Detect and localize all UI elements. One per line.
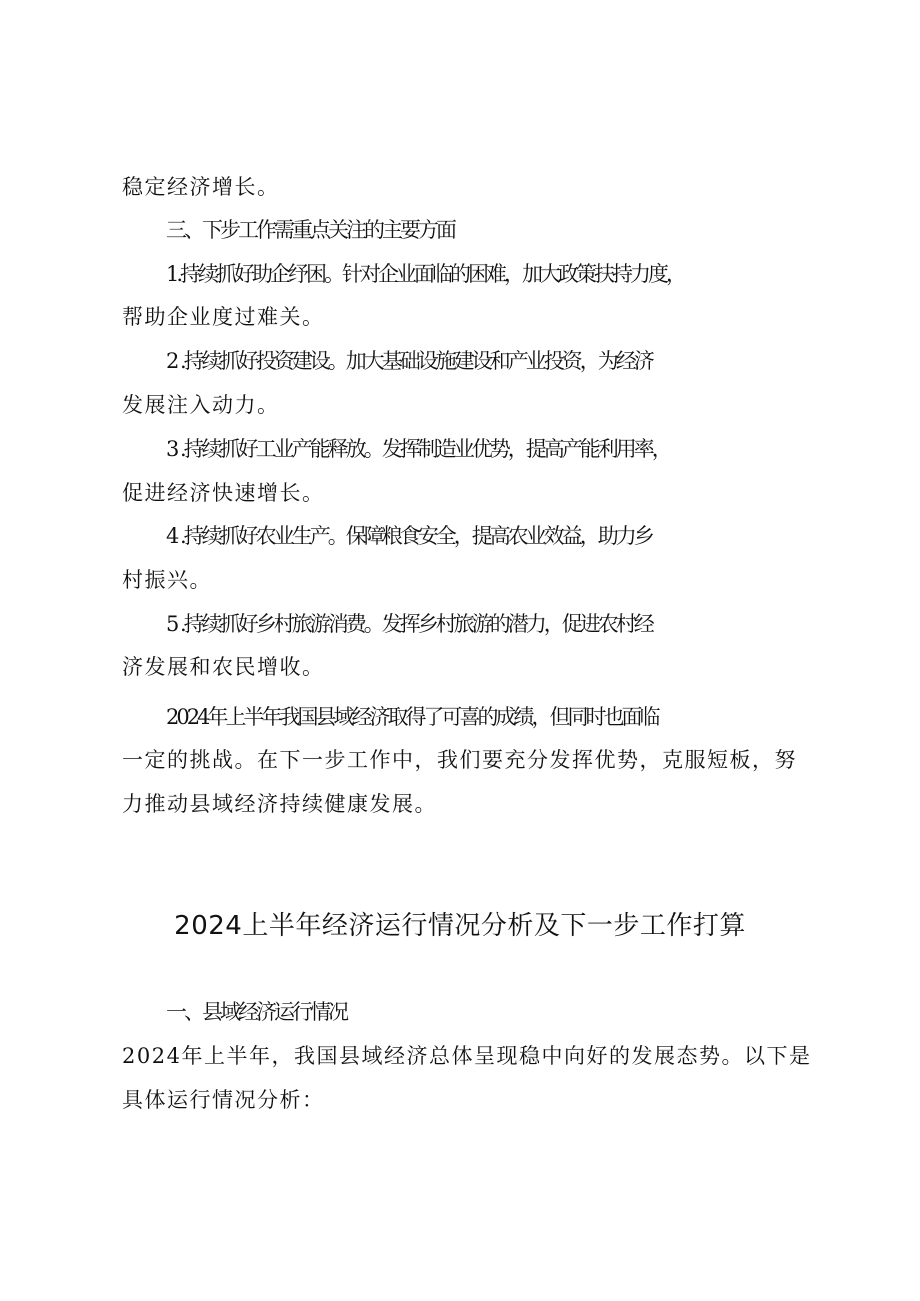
section-heading: 三、下步工作需重点关注的主要方面 [166, 218, 454, 242]
list-item-5-line: 5 .持续抓好乡村旅游消费。发挥乡村旅游的潜力，促进农村经 [166, 612, 652, 636]
section-heading: 一、县域经济运行情况 [166, 1000, 346, 1024]
paragraph-line: 具体运行情况分析： [122, 1088, 325, 1112]
list-item-3-line: 促进经济快速增长。 [122, 481, 325, 505]
document-title: 2024上半年经济运行情况分析及下一步工作打算 [174, 911, 746, 941]
list-item-5-line: 济发展和农民增收。 [122, 655, 325, 679]
paragraph-line: 一定的挑战。在下一步工作中，我们要充分发挥优势，克服短板，努 [122, 748, 797, 772]
list-item-1-line: 帮助企业度过难关。 [122, 305, 325, 329]
list-item-2-line: 2 .持续抓好投资建设。加大基础设施建设和产业投资，为经济 [166, 349, 652, 373]
list-item-3-line: 3 .持续抓好工业产能释放。发挥制造业优势，提高产能利用率， [166, 437, 670, 461]
list-item-4-line: 4 .持续抓好农业生产。保障粮食安全，提高农业效益，助力乡 [166, 524, 652, 548]
paragraph-line: 稳定经济增长。 [122, 175, 280, 199]
paragraph-line: 2024年上半年，我国县域经济总体呈现稳中向好的发展态势。以下是 [122, 1044, 812, 1068]
list-item-2-line: 发展注入动力。 [122, 393, 280, 417]
list-item-4-line: 村振兴。 [122, 568, 212, 592]
list-item-1-line: 1.持续抓好助企纾困。针对企业面临的困难，加大政策扶持力度， [166, 262, 685, 286]
paragraph-line: 2024年上半年我国县域经济取得了可喜的成绩，但同时也面临 [166, 705, 658, 729]
paragraph-line: 力推动县域经济持续健康发展。 [122, 792, 437, 816]
